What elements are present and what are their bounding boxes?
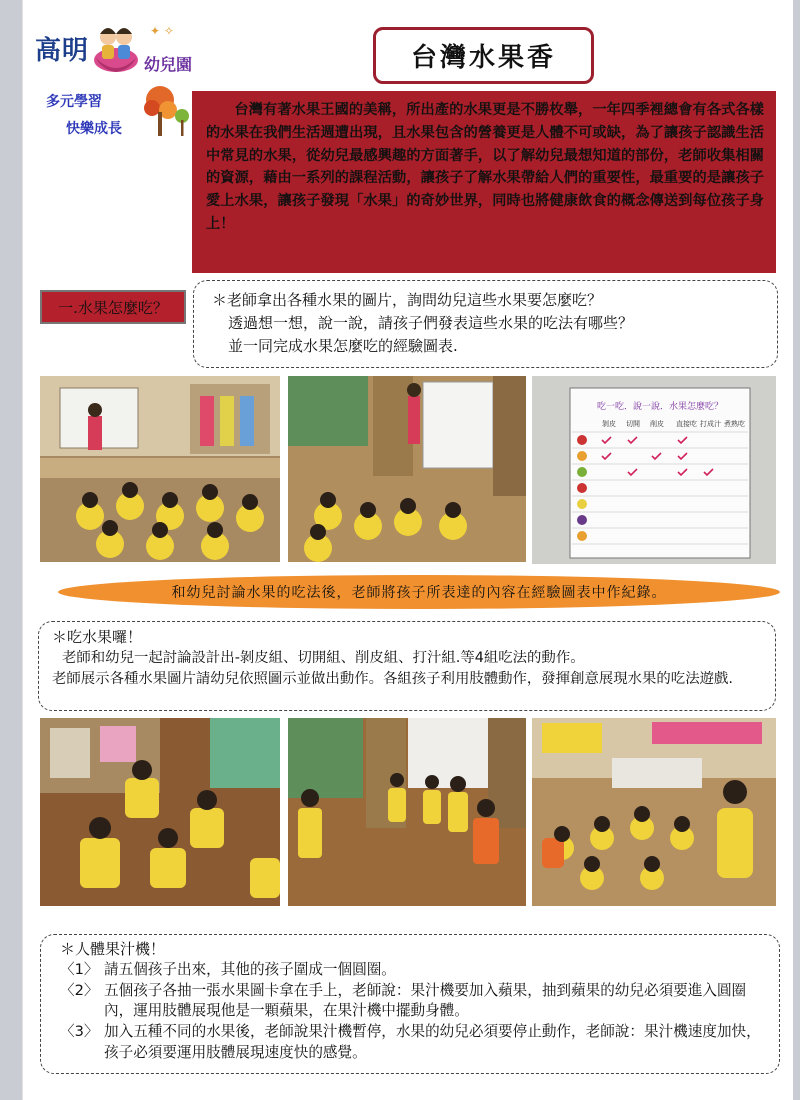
photo-children-circle xyxy=(532,718,776,906)
intro-paragraph: 台灣有著水果王國的美稱，所出產的水果更是不勝枚舉，一年四季裡總會有各式各樣的水果在我們生活週遭出現，且水果包含的營養更是人體不可或缺，為了讓孩子認識生活中常見的水果，從幼兒最感興趣的方面著手，以了解幼兒最想知道的部份，老師收集相關的資源，藉由一系列的課程活動，讓孩子了解水果帶給人們的重要性，最重要的是讓孩子愛上水果，讓孩子發現「水果」的奇妙世界，同時也將健康飲食的概念傳送到每位孩子身上！ xyxy=(192,91,776,273)
chart-photo-col: 剝皮 xyxy=(602,420,616,428)
photo-teacher-class xyxy=(40,376,280,562)
logo-kindergarten: 幼兒園 xyxy=(144,55,193,74)
birds-icon: ✦ ✧ xyxy=(150,24,174,38)
photo-children-floor xyxy=(40,718,280,906)
section1-line: ＊老師拿出各種水果的圖片，詢問幼兒這些水果要怎麼吃？ xyxy=(212,291,603,309)
section2-line1: 老師和幼兒一起討論設計出-剝皮組、切開組、削皮組、打汁組.等4組吃法的動作。 xyxy=(62,650,585,666)
logo-children-icon xyxy=(90,20,142,75)
section3-text xyxy=(60,939,772,1064)
item-text: 五個孩子各抽一張水果圖卡拿在手上，老師說：果汁機要加入蘋果，抽到蘋果的幼兒必須要進入圓圈內，運用肢體展現他是一顆蘋果，在果汁機中擺動身體。 xyxy=(104,981,747,1020)
photo-experience-chart xyxy=(532,376,776,564)
photo-children-standing xyxy=(288,718,526,906)
autumn-tree-icon xyxy=(138,80,193,140)
section1-label: 一.水果怎麼吃？ xyxy=(40,290,186,324)
title-frame xyxy=(373,27,594,84)
section3-item xyxy=(60,960,772,981)
caption-banner: 和幼兒討論水果的吃法後，老師將孩子所表達的內容在經驗圖表中作紀錄。 xyxy=(58,575,780,609)
section3-item xyxy=(60,981,772,1023)
section3-heading: ＊人體果汁機！ xyxy=(60,940,166,958)
section1-text xyxy=(212,289,633,358)
section1-line: 透過想一想，說一說，請孩子們發表這些水果的吃法有哪些？ xyxy=(228,314,634,332)
chart-photo-col: 削皮 xyxy=(650,420,664,428)
chart-photo-col: 直接吃 xyxy=(676,420,697,428)
logo-slogan-2: 快樂成長 xyxy=(66,121,122,137)
chart-photo-col: 煮熟吃 xyxy=(724,420,745,428)
item-text: 請五個孩子出來，其他的孩子圍成一個圓圈。 xyxy=(104,960,396,978)
item-number: 〈3〉 xyxy=(60,1023,99,1041)
item-text: 加入五種不同的水果後，老師說果汁機暫停，水果的幼兒必須要停止動作，老師說：果汁機速度加快，孩子必須要運用肢體展現速度快的感覺。 xyxy=(104,1023,761,1061)
page-title: 台灣水果香 xyxy=(410,43,556,73)
section1-line: 並一同完成水果怎麼吃的經驗圖表. xyxy=(228,337,458,355)
logo-name: 高明 xyxy=(35,36,90,66)
item-number: 〈1〉 xyxy=(60,960,99,978)
photo-teacher-whiteboard xyxy=(288,376,526,562)
section2-text xyxy=(52,627,772,690)
logo-slogan-1: 多元學習 xyxy=(46,94,102,110)
item-number: 〈2〉 xyxy=(60,981,99,999)
section2-heading: ＊吃水果囉！ xyxy=(52,628,143,646)
section3-item xyxy=(60,1022,772,1064)
chart-photo-col: 切開 xyxy=(626,420,640,428)
section2-line2: 老師展示各種水果圖片請幼兒依照圖示並做出動作。各組孩子利用肢體動作，發揮創意展現水果的吃法遊戲. xyxy=(52,671,733,687)
chart-photo-col: 打成汁 xyxy=(700,420,721,428)
chart-photo-heading: 吃一吃．說一說．水果怎麼吃？ xyxy=(596,402,724,412)
